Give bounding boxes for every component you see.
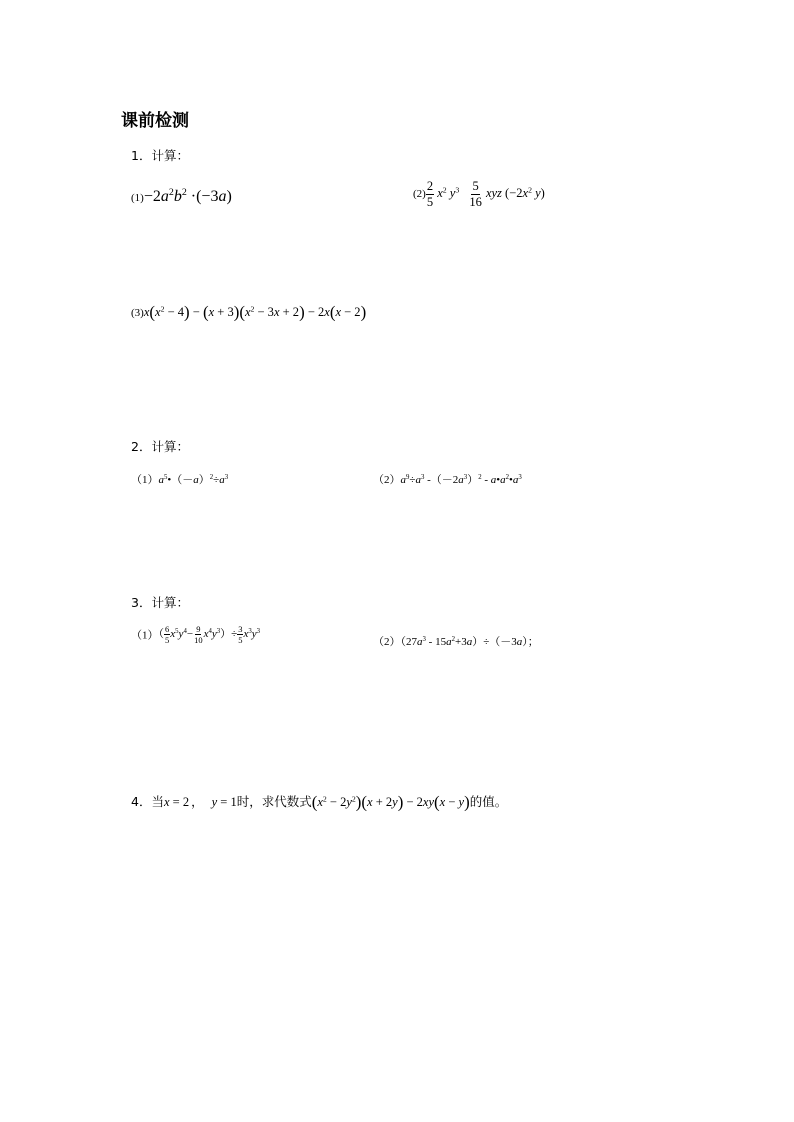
q2-part2-expression: $a^9\div a^3$ $-(-2a^3)^2$ - $a•a^2•a^3$ <box>400 473 522 486</box>
q4-expression: $(x^2 - 2y^2)(x + 2y) - 2xy(x - y)$ <box>311 792 470 812</box>
q2-label: 2．计算： <box>131 439 189 454</box>
q4-prefix: 4．当 <box>131 794 164 809</box>
q3-label: 3．计算： <box>131 595 189 610</box>
q1-part1-number: (1) <box>131 192 144 204</box>
q1-part2-expression: $\frac{2}{5}$ $x^2$ $y^3$ $\frac{5}{16}$ xyz ($-2x^2$ y) <box>426 179 545 209</box>
q3-part1-expression: （ $\frac{6}{5}$ $x^5y^4-$ $\frac{9}{10}$ $x^4y^3)\div$ $\frac{3}{5}$ $x^3y^3$ <box>158 623 261 645</box>
q3-part1 <box>131 624 260 645</box>
q2-part1-number: （1） <box>131 474 159 486</box>
q2-part2-number: （2） <box>373 474 401 486</box>
q4-suffix: 的值。 <box>469 794 508 809</box>
q2-part2 <box>373 468 522 487</box>
q3-part1-number: （1） <box>131 629 159 642</box>
q4-x-value: x = 2 <box>163 795 190 809</box>
q4-comma: ， <box>191 794 204 809</box>
q4-mid-text: 时，求代数式 <box>236 794 312 809</box>
page-title: 课前检测 <box>121 111 189 131</box>
q1-part1-expression: $-2a^2b^2 \cdot(-3a)$ <box>143 187 232 205</box>
q2-part1-expression: $a^5•(-a)^2\div a^3$ <box>158 473 229 486</box>
q3-part2-expression: $(27a^3 - 15a^2+3a)\div(-3a)$； <box>400 635 539 648</box>
q2-part1 <box>131 468 228 487</box>
q1-part1 <box>131 186 232 206</box>
q3-part2 <box>373 630 539 649</box>
q1-label: 1．计算： <box>131 148 189 163</box>
q1-part3-number: (3) <box>131 307 144 319</box>
q4-y-value: y = 1 <box>211 795 237 809</box>
q1-part2-number: (2) <box>413 188 426 200</box>
q1-part3-expression: $x(x^2 - 4) - (x + 3)(x^2 - 3x + 2) - 2x(x - 2)$ <box>143 302 367 322</box>
q1-part3 <box>131 301 366 322</box>
q1-part2 <box>413 180 545 208</box>
q3-part2-number: （2） <box>373 636 401 648</box>
q4-line <box>131 791 507 812</box>
